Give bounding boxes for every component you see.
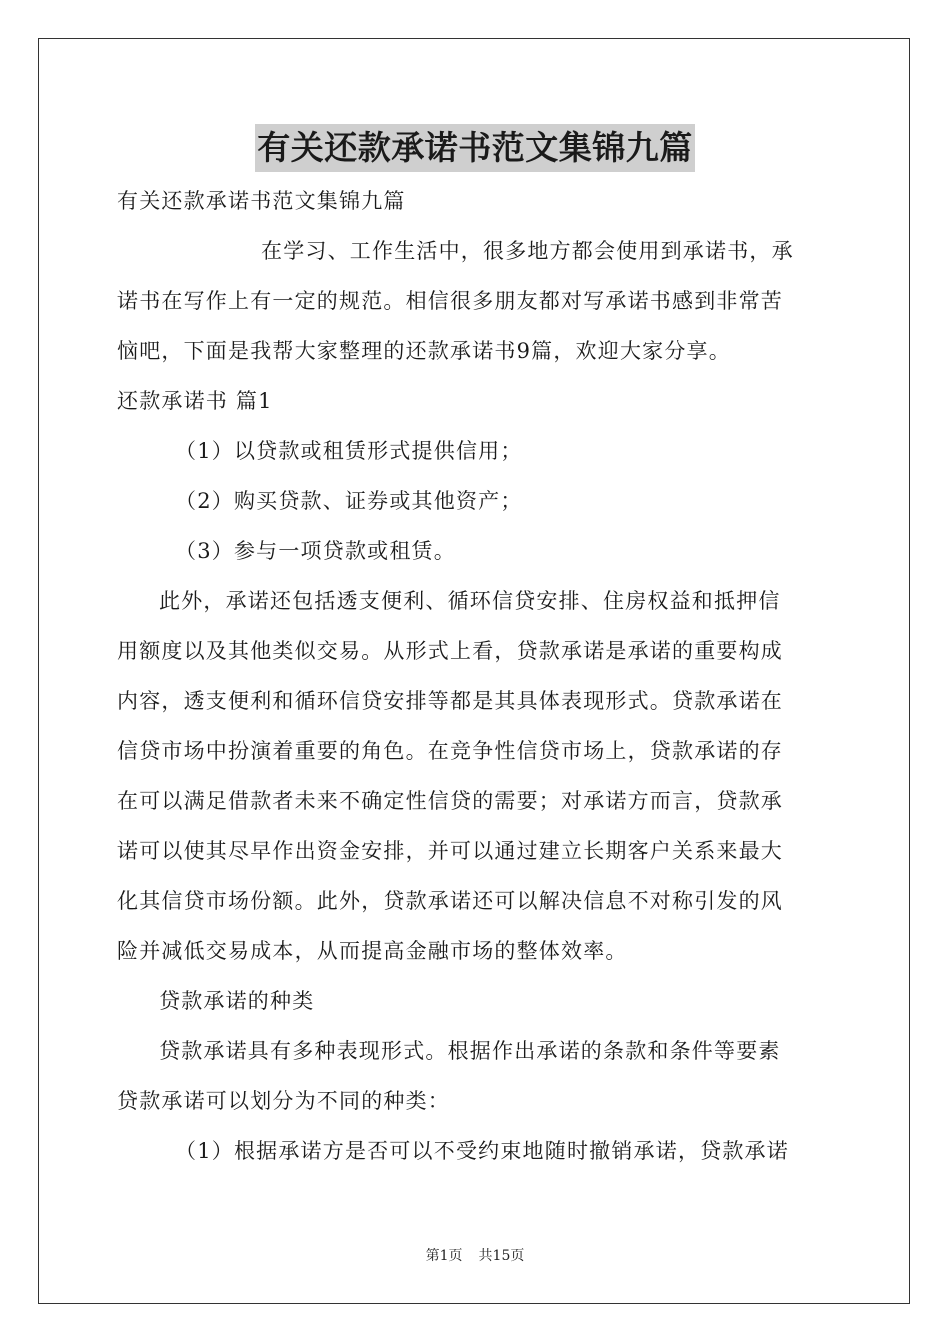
- body-line: 贷款承诺可以划分为不同的种类：: [117, 1089, 450, 1113]
- page-number: 第1页: [425, 1248, 463, 1264]
- body-line: 信贷市场中扮演着重要的角色。在竞争性信贷市场上，贷款承诺的存: [117, 739, 783, 763]
- list-item-4: （1）根据承诺方是否可以不受约束地随时撤销承诺，贷款承诺: [175, 1139, 789, 1163]
- list-item-3: （3）参与一项贷款或租赁。: [175, 539, 456, 563]
- list-item-2: （2）购买贷款、证券或其他资产；: [175, 489, 523, 513]
- page-footer: [0, 1246, 950, 1266]
- subtitle-line: 有关还款承诺书范文集锦九篇: [117, 189, 406, 213]
- body-line: 在可以满足借款者未来不确定性信贷的需要；对承诺方而言，贷款承: [117, 789, 783, 813]
- body-line: 险并减低交易成本，从而提高金融市场的整体效率。: [117, 939, 628, 963]
- section-heading: 还款承诺书 篇1: [117, 389, 273, 413]
- list-item-1: （1）以贷款或租赁形式提供信用；: [175, 439, 523, 463]
- body-line: 内容，透支便利和循环信贷安排等都是其具体表现形式。贷款承诺在: [117, 689, 783, 713]
- subsection-heading: 贷款承诺的种类: [159, 989, 315, 1013]
- intro-line-3: 恼吧，下面是我帮大家整理的还款承诺书9篇，欢迎大家分享。: [117, 339, 731, 363]
- body-line: 此外，承诺还包括透支便利、循环信贷安排、住房权益和抵押信: [159, 589, 781, 613]
- body-line: 诺可以使其尽早作出资金安排，并可以通过建立长期客户关系来最大: [117, 839, 783, 863]
- body-line: 化其信贷市场份额。此外，贷款承诺还可以解决信息不对称引发的风: [117, 889, 783, 913]
- body-line: 贷款承诺具有多种表现形式。根据作出承诺的条款和条件等要素: [159, 1039, 781, 1063]
- intro-line-2: 诺书在写作上有一定的规范。相信很多朋友都对写承诺书感到非常苦: [117, 289, 783, 313]
- page-total: 共15页: [478, 1248, 525, 1264]
- intro-line-1: 在学习、工作生活中，很多地方都会使用到承诺书，承: [261, 239, 794, 263]
- title-container: [0, 124, 950, 172]
- document-body: [117, 176, 833, 1176]
- document-title: 有关还款承诺书范文集锦九篇: [255, 124, 695, 172]
- body-line: 用额度以及其他类似交易。从形式上看，贷款承诺是承诺的重要构成: [117, 639, 783, 663]
